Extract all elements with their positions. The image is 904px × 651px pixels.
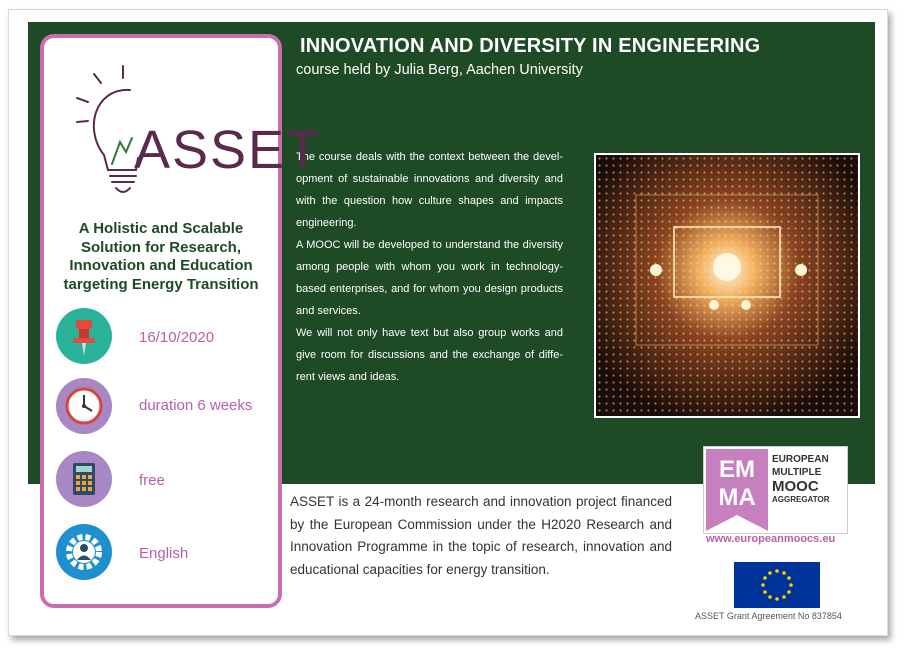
tagline — [44, 220, 278, 294]
emma-line: MULTIPLE — [772, 467, 822, 478]
logo-text: ASSET — [134, 120, 322, 180]
grant-text: ASSET Grant Agreement No 837854 — [695, 611, 842, 621]
description-paragraph: We will not only have text but also group works and give room for discussions and the exchange of different views and ideas. — [296, 327, 563, 383]
asset-logo — [74, 60, 322, 210]
info-card — [40, 34, 322, 608]
price-text: free — [139, 472, 165, 489]
tagline-line: A Holistic and Scalable — [78, 220, 244, 237]
course-subtitle: course held by Julia Berg, Aachen University — [296, 62, 583, 78]
course-description — [296, 146, 563, 388]
date-text: 16/10/2020 — [139, 329, 215, 346]
calculator-icon — [56, 451, 112, 507]
tagline-line: targeting Energy Transition — [63, 275, 259, 293]
description-paragraph: A MOOC will be developed to understand the diversity among people with whom you work in technology-based enterprises, and for whom you design products and services. — [296, 239, 563, 317]
emma-line: MOOC — [772, 478, 819, 495]
lights-image — [596, 155, 858, 416]
language-text: English — [139, 545, 189, 562]
duration-text: duration 6 weeks — [139, 397, 253, 414]
description-paragraph: The course deals with the context between the development of sustainable innovations and diversity and with the question how culture shapes and impacts engineering. — [296, 151, 563, 229]
eu-stars-icon — [734, 562, 820, 608]
emma-logo — [703, 446, 848, 534]
pushpin-icon — [56, 308, 112, 364]
lights-photo — [594, 153, 860, 418]
gear-person-icon — [56, 524, 112, 580]
tagline-line: Solution for Research, — [80, 238, 242, 256]
emma-letters-top: EM — [719, 456, 755, 483]
clock-icon — [56, 378, 112, 434]
tagline-line: Innovation and Education — [69, 257, 253, 274]
emma-line: AGGREGATOR — [772, 495, 830, 504]
eu-flag — [734, 562, 820, 608]
project-description: ASSET is a 24-month research and innovation project financed by the European Commission under the H2020 Research and Innovation Programme in the topic of research, innovation and educational capacities for energy transition. — [290, 494, 672, 577]
course-title: INNOVATION AND DIVERSITY IN ENGINEERING — [300, 35, 761, 57]
emma-letters-bottom: MA — [718, 484, 756, 511]
emma-url: www.europeanmoocs.eu — [706, 533, 836, 545]
emma-line: EUROPEAN — [772, 454, 829, 465]
